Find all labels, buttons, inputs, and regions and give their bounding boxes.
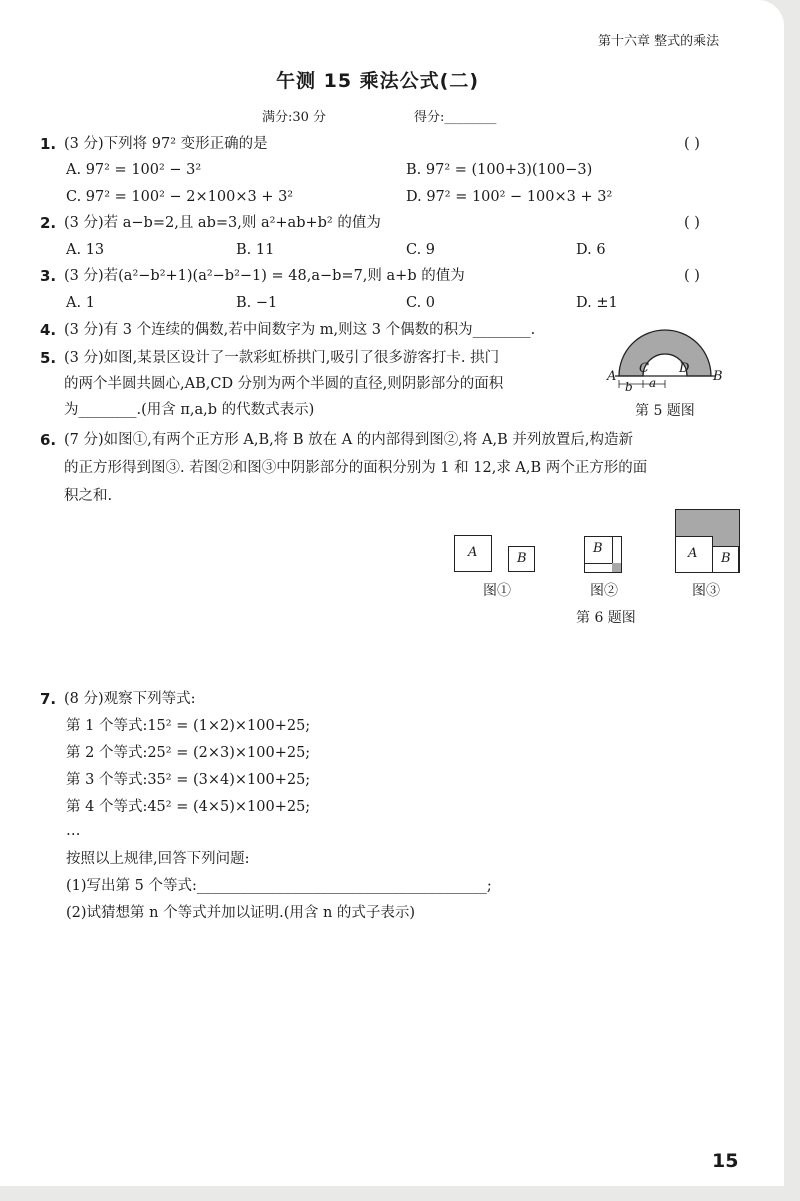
q6-number: 6. [40,431,57,449]
rainbow-arch-diagram [603,324,723,392]
point-b-label: B [713,369,723,384]
q2-answer-bracket[interactable]: ( ) [684,215,700,231]
q2-option-d: D. 6 [576,242,606,258]
q7-equation-2: 第 2 个等式:25² = (2×3)×100+25; [66,745,311,761]
q5-number: 5. [40,349,57,367]
q1-number: 1. [40,135,57,153]
fig2-divider-h [585,563,612,564]
q3-option-b: B. −1 [236,295,278,311]
q5-line-3: 为________.(用含 π,a,b 的代数式表示) [64,402,315,418]
fig1-square-a: A [454,535,492,572]
q1-stem: (3 分)下列将 97² 变形正确的是 [64,136,268,152]
q5-figure [603,324,723,392]
q7-part-2: (2)试猜想第 n 个等式并加以证明.(用含 n 的式子表示) [66,905,416,921]
point-a-label: A [607,369,617,384]
length-a-label: a [649,376,657,390]
q2-stem: (3 分)若 a−b=2,且 ab=3,则 a²+ab+b² 的值为 [64,215,381,231]
full-score: 满分:30 分 [262,110,327,125]
q5-figure-caption: 第 5 题图 [635,403,695,419]
arch-shaded-region [619,330,711,376]
q2-number: 2. [40,214,57,232]
q2-option-c: C. 9 [406,242,436,258]
score-blank: 得分:________ [414,110,497,125]
q3-option-d: D. ±1 [576,295,618,311]
fig2-shaded-corner [612,563,621,572]
q3-option-a: A. 1 [66,295,95,311]
fig2-square-b: B [585,537,613,564]
q1-option-a: A. 97² = 100² − 3² [66,162,202,178]
q7-intro: (8 分)观察下列等式: [64,691,196,707]
q7-part-1[interactable]: (1)写出第 5 个等式:________________________________________; [66,878,492,894]
fig3-outer-square [675,509,740,573]
q1-option-d: D. 97² = 100² − 100×3 + 3² [406,189,613,205]
q3-number: 3. [40,267,57,285]
length-b-label: b [625,380,633,394]
fig1-caption: 图① [483,583,511,599]
q6-line-2: 的正方形得到图③. 若图②和图③中阴影部分的面积分别为 1 和 12,求 A,B 两个正方形的面 [64,460,648,476]
q7-equation-4: 第 4 个等式:45² = (4×5)×100+25; [66,799,311,815]
q1-answer-bracket[interactable]: ( ) [684,136,700,152]
page-number: 15 [712,1150,739,1172]
fig3-square-b: B [712,546,739,573]
fig2-caption: 图② [590,583,618,599]
q1-option-c: C. 97² = 100² − 2×100×3 + 3² [66,189,294,205]
q7-equation-1: 第 1 个等式:15² = (1×2)×100+25; [66,718,311,734]
fig3-caption: 图③ [692,583,720,599]
point-d-label: D [679,361,690,376]
chapter-header: 第十六章 整式的乘法 [598,34,720,49]
q5-line-2: 的两个半圆共圆心,AB,CD 分别为两个半圆的直径,则阴影部分的面积 [64,376,504,392]
q2-option-b: B. 11 [236,242,275,258]
fig2-divider-v [612,537,613,563]
q6-line-3: 积之和. [64,488,113,504]
q6-figure-caption: 第 6 题图 [576,610,636,626]
q7-ellipsis: … [66,823,81,839]
q3-answer-bracket[interactable]: ( ) [684,268,700,284]
q2-option-a: A. 13 [66,242,105,258]
q4-text: (3 分)有 3 个连续的偶数,若中间数字为 m,则这 3 个偶数的积为________. [64,322,536,338]
q4-number: 4. [40,321,57,339]
q1-option-b: B. 97² = (100+3)(100−3) [406,162,593,178]
q6-line-1: (7 分)如图①,有两个正方形 A,B,将 B 放在 A 的内部得到图②,将 A,B 并列放置后,构造新 [64,432,633,448]
page-title: 午测 15 乘法公式(二) [276,70,480,92]
q3-option-c: C. 0 [406,295,436,311]
fig3-square-a: A [675,536,713,573]
q5-line-1: (3 分)如图,某景区设计了一款彩虹桥拱门,吸引了很多游客打卡. 拱门 [64,350,500,366]
point-c-label: C [639,361,649,376]
q3-stem: (3 分)若(a²−b²+1)(a²−b²−1) = 48,a−b=7,则 a+b 的值为 [64,268,465,284]
q7-equation-3: 第 3 个等式:35² = (3×4)×100+25; [66,772,311,788]
q7-number: 7. [40,690,57,708]
fig1-square-b: B [508,546,535,572]
q7-instruction: 按照以上规律,回答下列问题: [66,851,250,867]
fig2-square-a [584,536,622,573]
